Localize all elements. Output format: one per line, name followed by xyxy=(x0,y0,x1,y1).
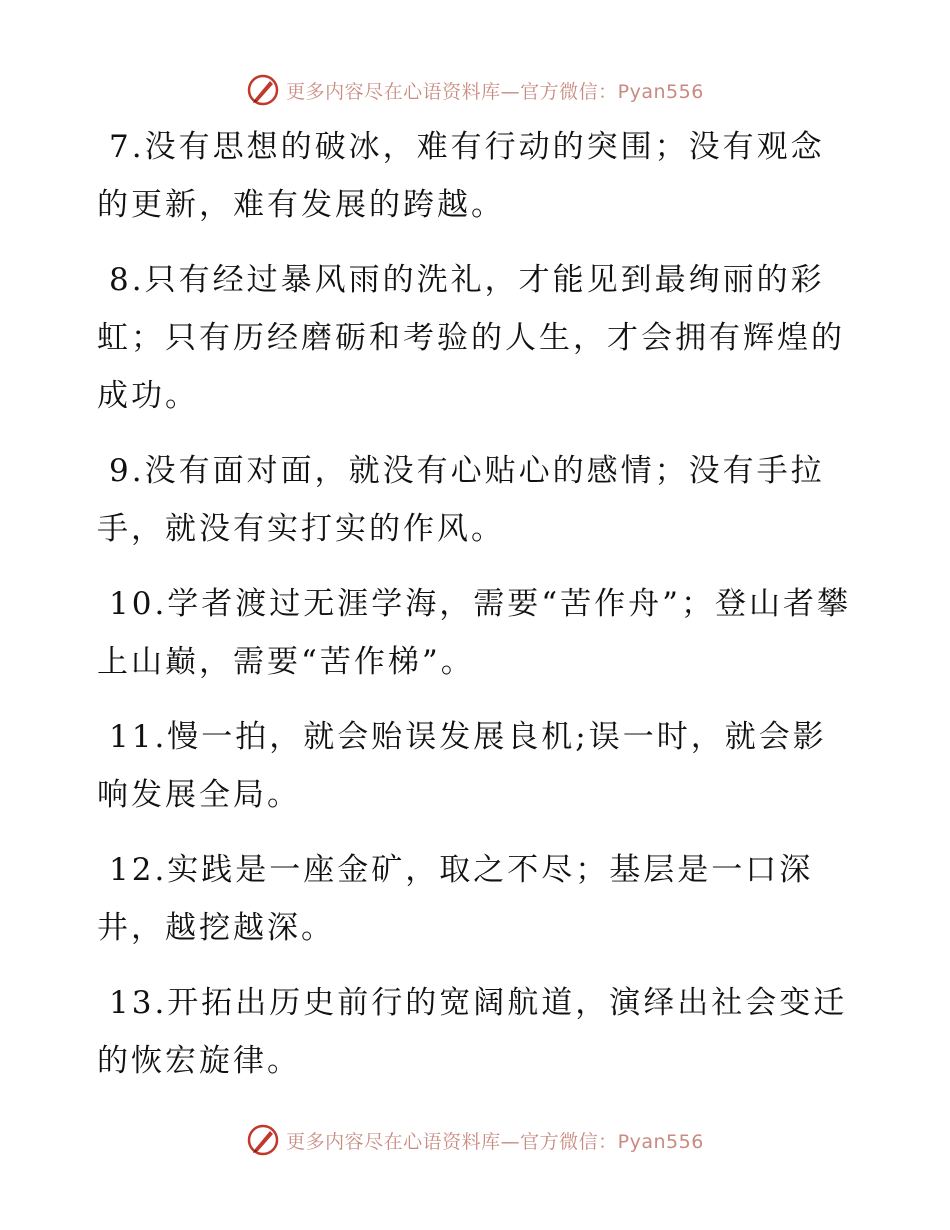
quill-pen-logo-icon xyxy=(246,1123,280,1157)
quote-item-10: 10.学者渡过无涯学海，需要“苦作舟”；登山者攀上山巅，需要“苦作梯”。 xyxy=(97,586,851,680)
quote-list xyxy=(97,118,857,1107)
header-watermark-text: 更多内容尽在心语资料库—官方微信：Pyan556 xyxy=(286,80,704,103)
quill-pen-logo-icon xyxy=(246,73,280,107)
quote-item-11: 11.慢一拍，就会贻误发展良机;误一时，就会影响发展全局。 xyxy=(97,719,827,813)
quote-item-12: 12.实践是一座金矿，取之不尽；基层是一口深井，越挖越深。 xyxy=(97,852,814,946)
quote-item-7: 7.没有思想的破冰，难有行动的突围；没有观念的更新，难有发展的跨越。 xyxy=(97,129,825,223)
header-watermark xyxy=(0,68,950,112)
footer-watermark-text: 更多内容尽在心语资料库—官方微信：Pyan556 xyxy=(286,1130,704,1153)
footer-watermark xyxy=(0,1118,950,1162)
quote-item-8: 8.只有经过暴风雨的洗礼，才能见到最绚丽的彩虹；只有历经磨砺和考验的人生，才会拥有辉煌的成功。 xyxy=(97,262,845,414)
quote-item-9: 9.没有面对面，就没有心贴心的感情；没有手拉手，就没有实打实的作风。 xyxy=(97,453,825,547)
quote-item-13: 13.开拓出历史前行的宽阔航道，演绎出社会变迁的恢宏旋律。 xyxy=(97,985,848,1079)
